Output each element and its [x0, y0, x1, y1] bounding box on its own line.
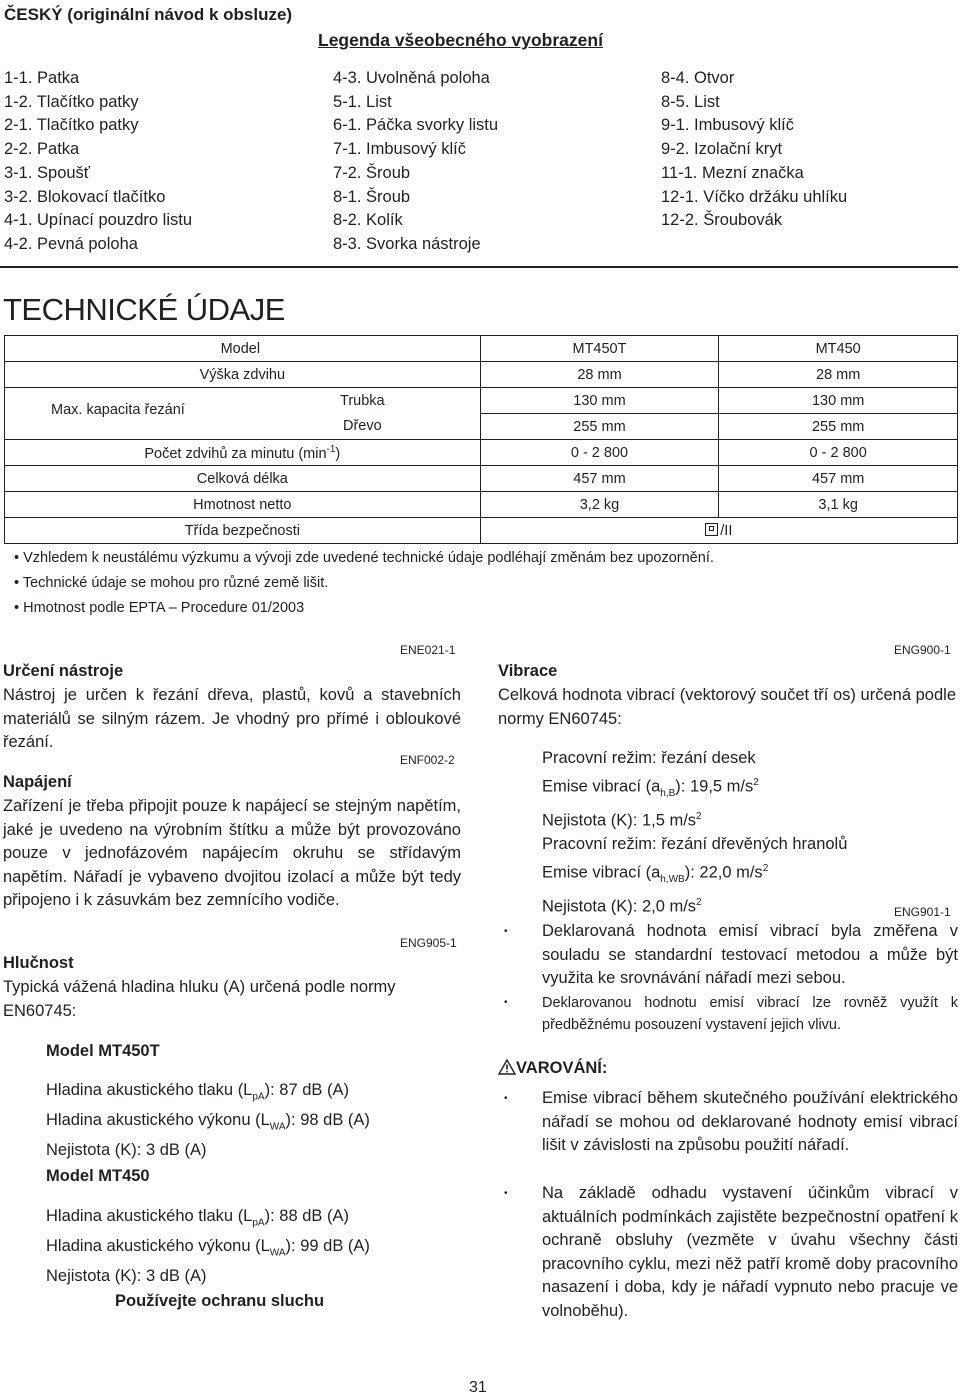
vibration-bullet-1: • Deklarovaná hodnota emisí vibrací byla změřena v souladu se standardní testovací metodou a může být využita ke srovnávání nářadí mezi sebou.	[504, 922, 958, 987]
hlucnost-title: Hlučnost	[3, 954, 74, 972]
legend-item: 3-2. Blokovací tlačítko	[4, 187, 166, 206]
legend-title: Legenda všeobecného vyobrazení	[318, 30, 603, 50]
tech-title: TECHNICKÉ ÚDAJE	[3, 292, 285, 327]
spec-value: 130 mm	[480, 388, 719, 414]
table-row	[5, 362, 958, 388]
legend-item: 4-1. Upínací pouzdro listu	[4, 211, 193, 230]
hlucnost-text: Typická vážená hladina hluku (A) určená podle normy EN60745:	[3, 978, 396, 1020]
spec-value: 457 mm	[480, 466, 719, 492]
legend-item: 8-2. Kolík	[333, 211, 403, 230]
warning-bullet-1: • Emise vibrací během skutečného používání elektrického nářadí se mohou od deklarované hodnoty emisí vibrací lišit v závislosti na způsobu použití nářadí.	[504, 1089, 958, 1154]
legend-column-2	[333, 67, 498, 257]
table-row	[5, 518, 958, 544]
model-1-title: Model MT450T	[46, 1042, 160, 1060]
legend-item: 11-1. Mezní značka	[661, 163, 804, 182]
sound-power: Hladina akustického výkonu $(L_{WA})$: 98 dB (A)	[46, 1110, 370, 1133]
legend-item: 5-1. List	[333, 92, 392, 111]
legend-item: 3-1. Spoušť	[4, 163, 90, 182]
legend-item: 8-5. List	[661, 92, 720, 111]
spec-value: 255 mm	[719, 414, 958, 440]
legend-item: 4-3. Uvolněná poloha	[333, 69, 490, 87]
spec-label: Výška zdvihu	[5, 362, 481, 388]
sound-power: Hladina akustického výkonu $(L_{WA})$: 99 dB (A)	[46, 1236, 370, 1259]
legend-item: 8-4. Otvor	[661, 69, 735, 87]
legend-item: 1-1. Patka	[4, 69, 80, 87]
spec-value: 457 mm	[719, 466, 958, 492]
table-row	[5, 440, 958, 466]
spec-value: 28 mm	[480, 362, 719, 388]
hearing-protection: Používejte ochranu sluchu	[115, 1292, 325, 1310]
legend-item: 9-1. Imbusový klíč	[661, 116, 794, 135]
spec-value: MT450	[719, 336, 958, 362]
warning-bullet-2: • Na základě odhadu vystavení účinkům vibrací v aktuálních podmínkách zajistěte bezpečnostní opatření k ochraně obsluhy (vezměte v úvahu všechny části pracovního cyklu, mezi něž patří kromě doby pracovního nasazení i doba, kdy je nářadí vypnuto nebo pracuje ve volnoběhu).	[504, 1184, 958, 1320]
spec-label	[5, 388, 481, 418]
sound-pressure: Hladina akustického tlaku $(L_{pA})$: 87 dB (A)	[46, 1081, 349, 1103]
spec-value: 130 mm	[719, 388, 958, 414]
spec-value: 3,1 kg	[719, 492, 958, 518]
note-item: • Hmotnost podle EPTA – Procedure 01/2003	[14, 596, 714, 621]
spec-label: Celková délka	[5, 466, 481, 492]
napajeni-title: Napájení	[3, 773, 72, 791]
section-code: ENG901-1	[894, 905, 951, 919]
uncertainty: Nejistota (K): 3 dB (A)	[46, 1140, 207, 1159]
section-code: ENG900-1	[894, 643, 951, 657]
spec-table	[4, 335, 958, 544]
section-code: ENE021-1	[400, 643, 456, 657]
model-1-values	[46, 1079, 370, 1162]
spec-value: 3,2 kg	[480, 492, 719, 518]
legend-item: 7-2. Šroub	[333, 163, 411, 182]
warning-heading: VAROVÁNÍ:	[498, 1059, 607, 1078]
napajeni-text: Zařízení je třeba připojit pouze k napájecí se stejným napětím, jaké je uvedeno na výrobním štítku a může být provozováno pouze v jednofázovém napájecím okruhu se střídavým napětím. Nářadí je vybaveno dvojitou izolací a může být tedy připojeno i k zásuvkám bez zemnícího vodiče.	[3, 797, 461, 909]
legend-item: 6-1. Páčka svorky listu	[333, 116, 499, 135]
legend-item: 1-2. Tlačítko patky	[4, 92, 139, 111]
table-row	[5, 336, 958, 362]
vibration-bullet-2: • Deklarovanou hodnotu emisí vibrací lze rovněž využít k předběžnému posouzení vystavení jejich vlivu.	[504, 995, 958, 1033]
sound-pressure: Hladina akustického tlaku $(L_{pA})$: 88 dB (A)	[46, 1207, 349, 1229]
trubka-label: Trubka	[340, 392, 385, 409]
spec-value: /II	[480, 518, 957, 544]
legend-item: 8-3. Svorka nástroje	[333, 234, 481, 253]
legend-column-3	[661, 67, 847, 233]
legend-item: 4-2. Pevná poloha	[4, 234, 138, 253]
spec-value: 28 mm	[719, 362, 958, 388]
spec-value: 0 - 2 800	[480, 440, 719, 466]
double-insulation-icon	[705, 523, 718, 536]
legend-item: 2-1. Tlačítko patky	[4, 116, 139, 135]
warning-triangle-icon	[498, 1059, 516, 1075]
section-divider	[0, 266, 958, 268]
legend-item: 7-1. Imbusový klíč	[333, 140, 466, 159]
uncertainty: Nejistota (K): 3 dB (A)	[46, 1266, 207, 1285]
legend-item: 9-2. Izolační kryt	[661, 140, 783, 159]
table-row	[5, 388, 958, 414]
note-item: • Technické údaje se mohou pro různé země lišit.	[14, 571, 714, 596]
legend-item: 8-1. Šroub	[333, 187, 411, 206]
section-code: ENG905-1	[400, 936, 457, 950]
vibrace-text: Celková hodnota vibrací (vektorový součet tří os) určená podle normy EN60745:	[498, 686, 956, 728]
spec-label: Dřevo	[5, 414, 481, 440]
mode-1: Pracovní režim: řezání desek Emise vibrací $(a_{h,B})$: 19,5 $m/s^2$ Nejistota (K): 1,5 $m/s^2$	[542, 749, 759, 830]
model-2-values	[46, 1205, 370, 1288]
urceni-title: Určení nástroje	[3, 662, 124, 680]
mode-2: Pracovní režim: řezání dřevěných hranolů Emise vibrací $(a_{h,WB})$: 22,0 $m/s^2$ Nejistota (K): 2,0 $m/s^2$	[542, 835, 848, 916]
spec-label: Třída bezpečnosti	[5, 518, 481, 544]
urceni-text: Nástroj je určen k řezání dřeva, plastů, kovů a stavebních materiálů se silným rázem. Je vhodný pro přímé i obloukové řezání.	[3, 686, 461, 751]
capacity-label: Max. kapacita řezání	[51, 402, 185, 418]
legend-item: 2-2. Patka	[4, 140, 80, 159]
legend-item: 12-2. Šroubovák	[661, 211, 783, 230]
document-header: ČESKÝ (originální návod k obsluze)	[4, 5, 293, 24]
vibrace-title: Vibrace	[498, 662, 558, 680]
legend-column-1	[4, 67, 192, 257]
spec-label: Model	[5, 336, 481, 362]
page-number: 31	[469, 1379, 487, 1396]
tech-notes	[14, 546, 714, 621]
legend-item: 12-1. Víčko držáku uhlíku	[661, 187, 848, 206]
table-row	[5, 492, 958, 518]
spec-label: Počet zdvihů za minutu $(\min^{-1})$	[5, 440, 481, 466]
spec-value: 0 - 2 800	[719, 440, 958, 466]
section-code: ENF002-2	[400, 753, 455, 767]
model-2-title: Model MT450	[46, 1167, 150, 1185]
spec-label: Hmotnost netto	[5, 492, 481, 518]
spec-value: MT450T	[480, 336, 719, 362]
table-row	[5, 466, 958, 492]
spec-value: 255 mm	[480, 414, 719, 440]
note-item: • Vzhledem k neustálému výzkumu a vývoji zde uvedené technické údaje podléhají změnám bez upozornění.	[14, 546, 714, 571]
